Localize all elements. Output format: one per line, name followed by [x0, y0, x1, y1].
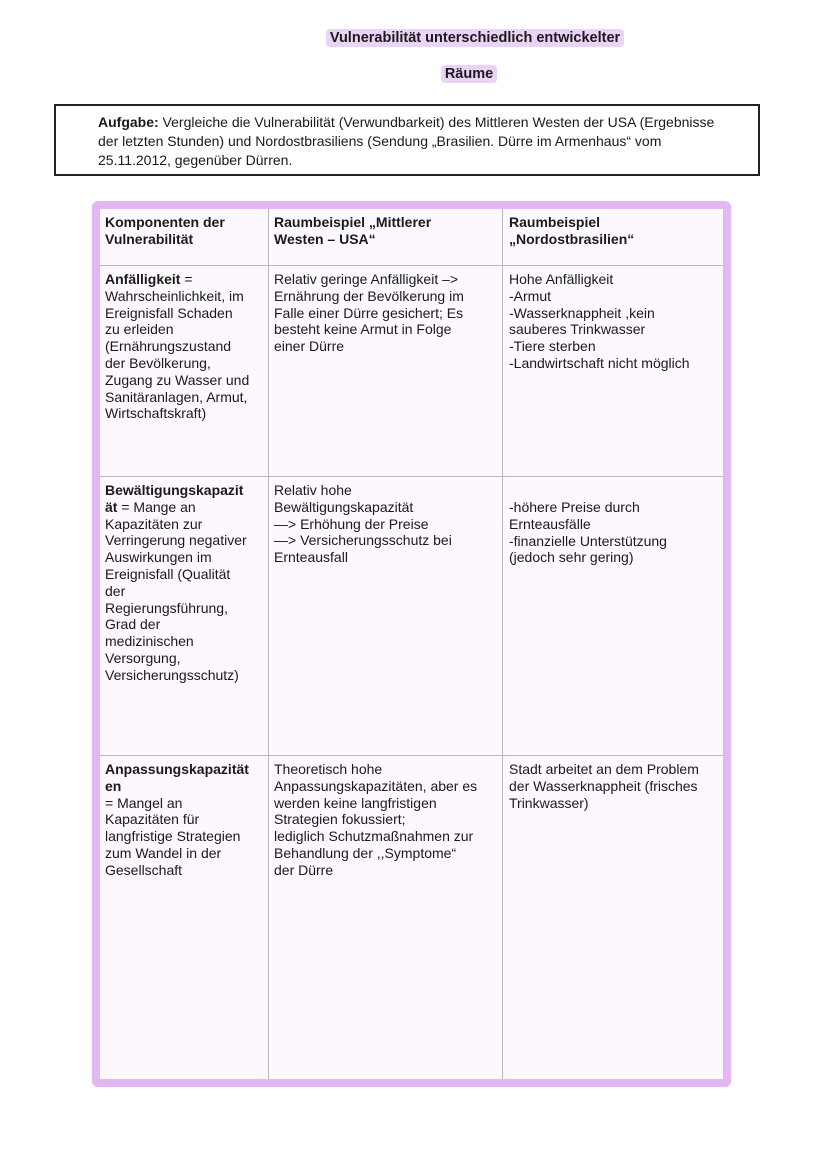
- page-title: [61, 28, 828, 48]
- page-title-line-1: Vulnerabilität unterschiedlich entwickelter: [326, 29, 624, 47]
- component-term: Anpassungskapazität en: [105, 761, 249, 794]
- component-definition: = Mangel an Kapazitäten für langfristige Strategien zum Wandel in der Gesellschaft: [105, 794, 241, 878]
- table-header-components: Komponenten der Vulnerabilität: [105, 214, 225, 247]
- row-divider: [100, 265, 723, 266]
- table-cell-brazil: -höhere Preise durch Ernteausfälle -finanzielle Unterstützung (jedoch sehr gering): [509, 499, 667, 566]
- component-definition: = Mange an Kapazitäten zur Verringerung negativer Auswirkungen im Ereignisfall (Qualität der Regierungsführung, Grad der medizinischen Versorgung, Versicherungsschutz): [105, 498, 247, 683]
- component-term: Bewältigungskapazit ät: [105, 482, 244, 515]
- table-cell-usa: Theoretisch hohe Anpassungskapazitäten, aber es werden keine langfristigen Strategien fokussiert; lediglich Schutzmaßnahmen zur Behandlung der ,,Symptome“ der Dürre: [274, 761, 478, 878]
- column-divider: [268, 209, 269, 1079]
- page-title-line-2: Räume: [441, 65, 497, 83]
- table-row-component: [105, 482, 265, 684]
- table-row-component: [105, 761, 265, 879]
- table-cell-brazil: Hohe Anfälligkeit -Armut -Wasserknappheit ,kein sauberes Trinkwasser -Tiere sterben -Landwirtschaft nicht möglich: [509, 271, 690, 371]
- row-divider: [100, 755, 723, 756]
- component-term: Anfälligkeit: [105, 271, 181, 287]
- column-divider: [502, 209, 503, 1079]
- table-cell-usa: Relativ hohe Bewältigungskapazität —> Erhöhung der Preise —> Versicherungsschutz bei Ernteausfall: [274, 482, 452, 566]
- row-divider: [100, 476, 723, 477]
- table-cell-brazil: Stadt arbeitet an dem Problem der Wasserknappheit (frisches Trinkwasser): [509, 761, 699, 811]
- task-label: Aufgabe:: [98, 114, 159, 130]
- page-subtitle: [55, 64, 828, 84]
- table-header-usa: Raumbeispiel „Mittlerer Westen – USA“: [274, 214, 432, 247]
- table-row-component: [105, 271, 265, 422]
- table-cell-usa: Relativ geringe Anfälligkeit –> Ernährung der Bevölkerung im Falle einer Dürre gesichert; Es besteht keine Armut in Folge einer Dürre: [274, 271, 464, 355]
- task-text: Vergleiche die Vulnerabilität (Verwundbarkeit) des Mittleren Westen der USA (Ergebnisse der letzten Stunden) und Nordostbrasiliens (Sendung „Brasilien. Dürre im Armenhaus“ vom 25.11.2012, gegenüber Dürren.: [98, 114, 715, 168]
- table-header-brazil: Raumbeispiel „Nordostbrasilien“: [509, 214, 635, 247]
- task-box: [54, 104, 760, 176]
- component-definition: = Wahrscheinlichkeit, im Ereignisfall Schaden zu erleiden (Ernährungszustand der Bevölkerung, Zugang zu Wasser und Sanitäranlagen, Armut, Wirtschaftskraft): [105, 271, 250, 422]
